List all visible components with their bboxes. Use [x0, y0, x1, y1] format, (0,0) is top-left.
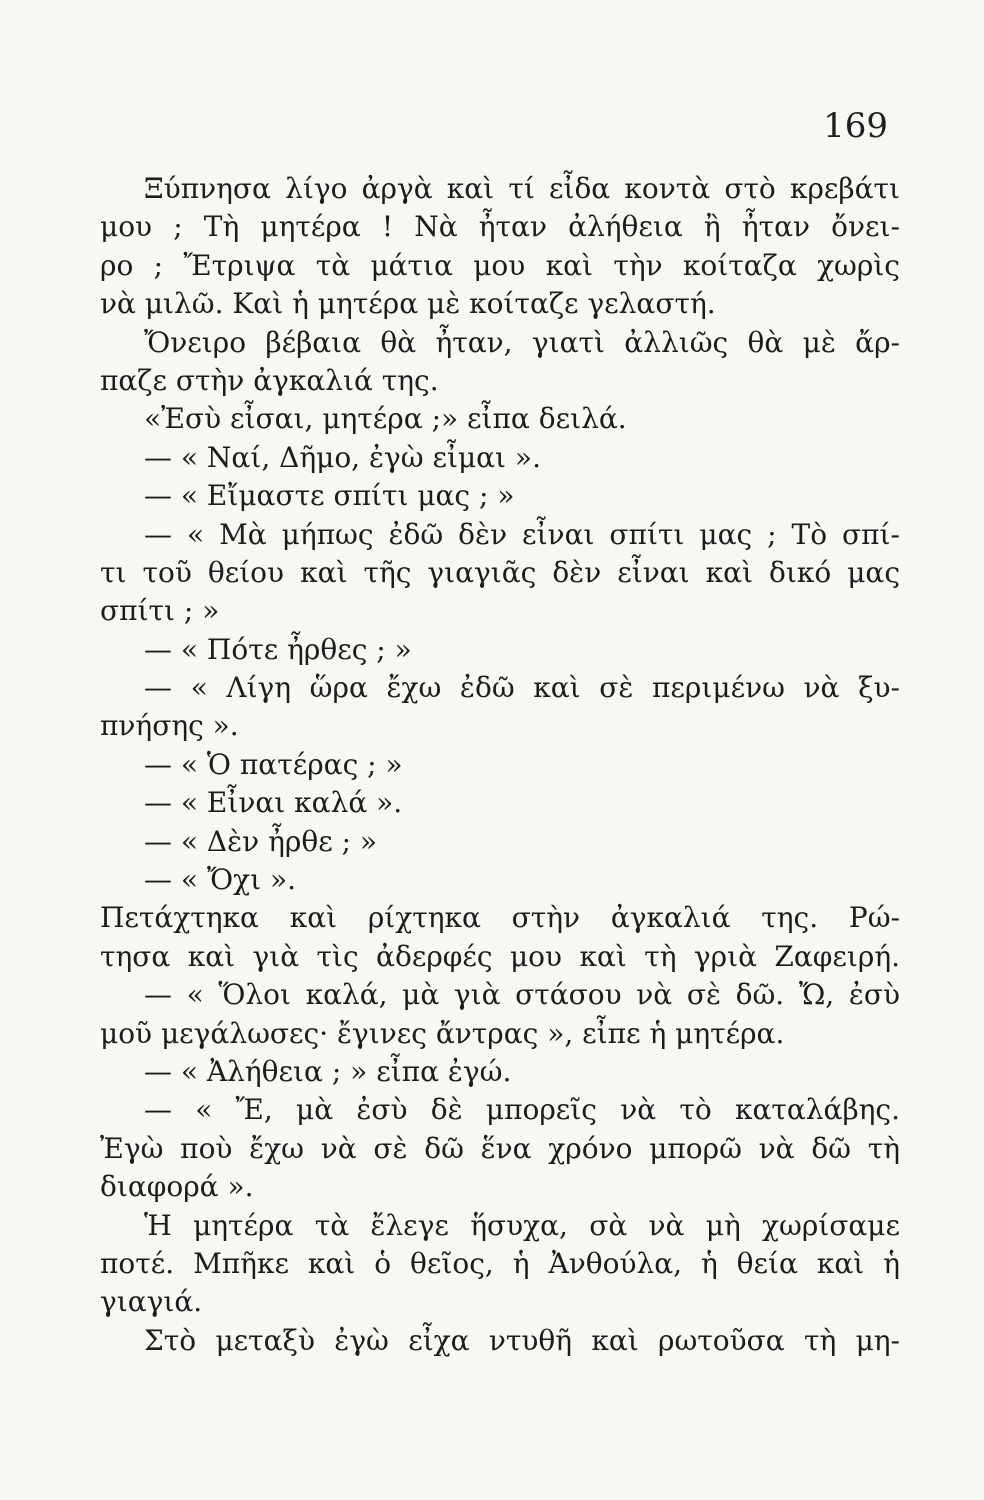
text-line: γιαγιά. [100, 1285, 203, 1319]
text-line: Ξύπνησα λίγο ἀργὰ καὶ τί εἶδα κοντὰ στὸ κρεβάτι [144, 172, 900, 205]
text-line: ποτέ. Μπῆκε καὶ ὁ θεῖος, ἡ Ἀνθούλα, ἡ θεία καὶ ἡ [100, 1246, 900, 1280]
text-line: Ἡ μητέρα τὰ ἔλεγε ἥσυχα, σὰ νὰ μὴ χωρίσαμε [144, 1208, 900, 1242]
text-line: πνήσης ». [100, 709, 239, 743]
text-line: σπίτι ; » [100, 594, 220, 628]
text-line: τι τοῦ θείου καὶ τῆς γιαγιᾶς δὲν εἶναι καὶ δικό μας [100, 555, 900, 589]
text-line: μου ; Τὴ μητέρα ! Νὰ ἦταν ἀλήθεια ἢ ἦταν ὄνει- [100, 210, 900, 244]
text-line: Στὸ μεταξὺ ἐγὼ εἶχα ντυθῆ καὶ ρωτοῦσα τὴ μη- [144, 1323, 900, 1357]
text-line: ρο ; Ἔτριψα τὰ μάτια μου καὶ τὴν κοίταζα χωρὶς [100, 248, 900, 282]
text-line: — « Μὰ μήπως ἐδῶ δὲν εἶναι σπίτι μας ; Τὸ σπί- [144, 517, 900, 551]
text-line: Ὄνειρο βέβαια θὰ ἦταν, γιατὶ ἀλλιῶς θὰ μὲ ἄρ- [144, 325, 900, 359]
text-line: — « Ὅλοι καλά, μὰ γιὰ στάσου νὰ σὲ δῶ. Ὤ, ἐσὺ [144, 978, 900, 1012]
text-line: — « Ἔ, μὰ ἐσὺ δὲ μπορεῖς νὰ τὸ καταλάβης. [144, 1093, 900, 1127]
text-line: — « Δὲν ἦρθε ; » [144, 824, 378, 858]
text-line: — « Ὄχι ». [144, 863, 297, 897]
body-text [100, 170, 900, 1360]
text-line: — « Πότε ἦρθες ; » [144, 632, 412, 666]
text-line: Ἐγὼ ποὺ ἔχω νὰ σὲ δῶ ἕνα χρόνο μπορῶ νὰ δῶ τὴ [100, 1131, 900, 1165]
text-line: — « Ὁ πατέρας ; » [144, 747, 403, 781]
text-line: μοῦ μεγάλωσες· ἔγινες ἄντρας », εἶπε ἡ μητέρα. [100, 1016, 785, 1050]
text-line: διαφορά ». [100, 1170, 254, 1204]
text-line: «Ἐσὺ εἶσαι, μητέρα ;» εἶπα δειλά. [144, 402, 627, 436]
text-line: παζε στὴν ἀγκαλιά της. [100, 363, 439, 397]
text-line: — « Εἴμαστε σπίτι μας ; » [144, 479, 515, 513]
text-line: τησα καὶ γιὰ τὶς ἀδερφές μου καὶ τὴ γριὰ Ζαφειρή. [100, 939, 900, 973]
text-line: — « Λίγη ὥρα ἔχω ἐδῶ καὶ σὲ περιμένω νὰ ξυ- [144, 671, 900, 705]
text-line: — « Ἀλήθεια ; » εἶπα ἐγώ. [144, 1054, 512, 1088]
text-line: νὰ μιλῶ. Καὶ ἡ μητέρα μὲ κοίταζε γελαστή. [100, 287, 716, 321]
text-line: — « Ναί, Δῆμο, ἐγὼ εἶμαι ». [144, 440, 541, 474]
text-line: Πετάχτηκα καὶ ρίχτηκα στὴν ἀγκαλιά της. Ρώ- [100, 901, 900, 935]
page-number: 169 [823, 106, 888, 146]
text-line: — « Εἶναι καλά ». [144, 786, 403, 820]
